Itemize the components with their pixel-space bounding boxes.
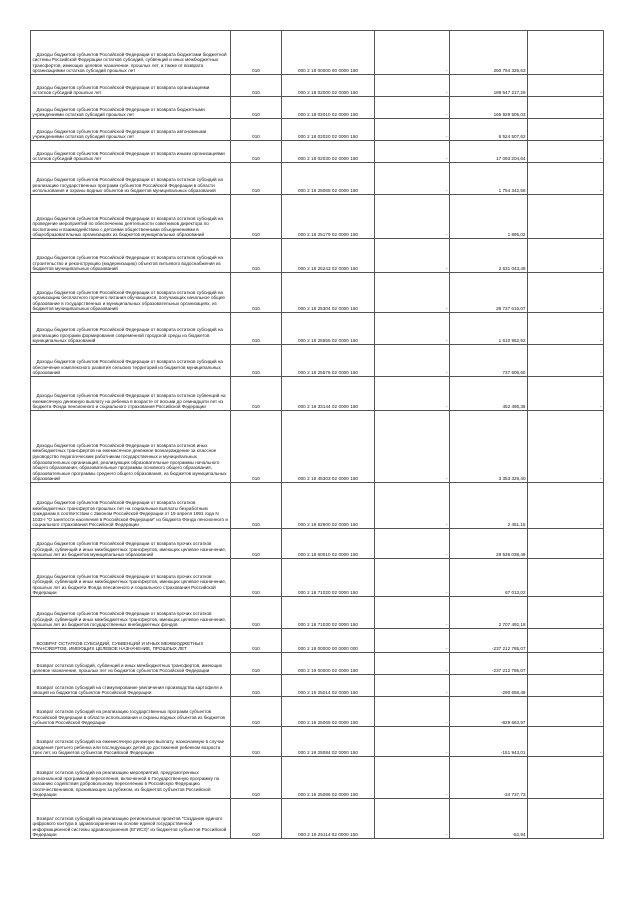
income-name: Доходы бюджетов субъектов Российской Федерации от возврата остатков субсидий на реализацию государственных программ субъектов Российской Федерации в области использования и охраны водных объектов из бюджетов муниципальных образований: [32, 177, 223, 194]
income-name: Доходы бюджетов субъектов Российской Федерации от возврата прочих остатков субсидий, субвенций и иных межбюджетных трансфертов, имеющих целевое назначение, прошлых лет из бюджетов государственных внебюджетных фондов: [32, 611, 227, 628]
table-row: [31, 31, 604, 75]
income-name: Доходы бюджетов субъектов Российской Федерации от возврата прочих остатков субсидий, субвенций и иных межбюджетных трансфертов, имеющих целевое назначение, прошлых лет из бюджета Фонда пенсионного и социального страхования Российской Федерации: [32, 573, 227, 596]
budget-classification-code-cell: 000 2 19 00000 02 0000 150: [282, 653, 375, 675]
line-code-cell: 010: [231, 239, 282, 273]
table-row: [31, 195, 604, 239]
executed-amount-cell: 28 727 616,07: [450, 273, 528, 313]
unexecuted-amount-cell: -: [528, 377, 604, 411]
budget-classification-code-cell: 000 2 18 52900 02 0000 150: [282, 483, 375, 529]
unexecuted-amount-cell: -: [528, 411, 604, 483]
line-code-cell: 010: [231, 653, 282, 675]
income-name-cell: [31, 141, 231, 163]
budget-classification-code-cell: 000 2 18 71030 02 0000 150: [282, 597, 375, 629]
line-code-cell: 010: [231, 559, 282, 597]
executed-amount-cell: 737 606,60: [450, 345, 528, 377]
line-code-cell: 010: [231, 97, 282, 119]
unexecuted-amount-cell: -: [528, 75, 604, 97]
budget-classification-code-cell: 000 2 18 60010 02 0000 150: [282, 529, 375, 559]
executed-amount-cell: 6 524 507,62: [450, 119, 528, 141]
table-body: [31, 31, 604, 839]
approved-amount-cell: -: [375, 119, 450, 141]
approved-amount-cell: -: [375, 629, 450, 653]
budget-classification-code-cell: 000 2 18 71020 02 0000 150: [282, 559, 375, 597]
executed-amount-cell: 17 093 204,64: [450, 141, 528, 163]
unexecuted-amount-cell: -: [528, 559, 604, 597]
table-row: [31, 75, 604, 97]
income-name: Доходы бюджетов субъектов Российской Федерации от возврата остатков субсидий на реализацию программ формирования современной городской среды из бюджетов муниципальных образований: [32, 327, 223, 344]
unexecuted-amount-cell: -: [528, 195, 604, 239]
table-row: [31, 97, 604, 119]
income-name-cell: [31, 31, 231, 75]
budget-classification-code-cell: 000 2 18 25243 02 0000 150: [282, 239, 375, 273]
approved-amount-cell: -: [375, 757, 450, 799]
unexecuted-amount-cell: -: [528, 97, 604, 119]
income-name: Возврат остатков субсидий на реализацию мероприятий, предусмотренных региональной программой переселения, включенной в Государственную программу по оказанию содействия добровольному переселению в Российскую Федерацию соотечественников, проживающих за рубежом, из бюджетов субъектов Российской Федерации: [32, 770, 220, 798]
income-name: Возврат остатков субсидий на стимулирование увеличения производства картофеля и овощей из бюджетов субъектов Российской Федерации: [32, 684, 223, 696]
budget-classification-code-cell: 000 2 18 00000 00 0000 150: [282, 31, 375, 75]
income-name: Доходы бюджетов субъектов Российской Федерации от возврата остатков иных межбюджетных трансфертов на ежемесячное денежное вознаграждение за классное руководство педагогическим работникам государственных и муниципальных образовательных организаций, реализующих образовательные программы начального общего образования, образовательные программы основного общего образования, образовательные программы среднего общего образования, из бюджетов муниципальных образований: [32, 442, 227, 482]
budget-classification-code-cell: 000 2 19 00000 00 0000 000: [282, 629, 375, 653]
approved-amount-cell: -: [375, 195, 450, 239]
unexecuted-amount-cell: -: [528, 313, 604, 345]
table-row: [31, 597, 604, 629]
budget-classification-code-cell: 000 2 18 25179 02 0000 150: [282, 195, 375, 239]
income-name-cell: [31, 697, 231, 727]
table-row: [31, 239, 604, 273]
approved-amount-cell: -: [375, 597, 450, 629]
unexecuted-amount-cell: -: [528, 757, 604, 799]
budget-classification-code-cell: 000 2 18 02010 02 0000 150: [282, 97, 375, 119]
line-code-cell: 010: [231, 141, 282, 163]
line-code-cell: 010: [231, 313, 282, 345]
table-row: [31, 273, 604, 313]
line-code-cell: 010: [231, 195, 282, 239]
approved-amount-cell: -: [375, 653, 450, 675]
income-name-cell: [31, 313, 231, 345]
budget-classification-code-cell: 000 2 18 25304 02 0000 150: [282, 273, 375, 313]
income-name-cell: [31, 119, 231, 141]
executed-amount-cell: -52,94: [450, 799, 528, 839]
approved-amount-cell: -: [375, 313, 450, 345]
income-name: Возврат остатков субсидий на реализацию региональных проектов "Создание единого цифрового контура в здравоохранении на основе единой государственной информационной системы здравоохранения (ЕГИСЗ)" из бюджетов субъектов Российской Федерации: [32, 815, 227, 838]
income-name: Доходы бюджетов субъектов Российской Федерации от возврата организациями остатков субсидий прошлых лет: [32, 84, 210, 96]
unexecuted-amount-cell: -: [528, 727, 604, 757]
income-name-cell: [31, 195, 231, 239]
executed-amount-cell: -237 212 785,07: [450, 653, 528, 675]
executed-amount-cell: 2 631 043,48: [450, 239, 528, 273]
executed-amount-cell: 3 353 329,40: [450, 411, 528, 483]
unexecuted-amount-cell: -: [528, 163, 604, 195]
line-code-cell: 010: [231, 483, 282, 529]
unexecuted-amount-cell: -: [528, 799, 604, 839]
income-name-cell: [31, 345, 231, 377]
approved-amount-cell: -: [375, 799, 450, 839]
table-row: [31, 675, 604, 697]
approved-amount-cell: -: [375, 411, 450, 483]
line-code-cell: 010: [231, 529, 282, 559]
executed-amount-cell: -829 663,97: [450, 697, 528, 727]
budget-classification-code-cell: 000 2 18 25576 02 0000 150: [282, 345, 375, 377]
line-code-cell: 010: [231, 163, 282, 195]
table-row: [31, 529, 604, 559]
budget-classification-code-cell: 000 2 18 02020 02 0000 150: [282, 119, 375, 141]
line-code-cell: 010: [231, 757, 282, 799]
executed-amount-cell: 29 536 038,49: [450, 529, 528, 559]
budget-classification-code-cell: 000 2 18 02030 02 0000 150: [282, 141, 375, 163]
executed-amount-cell: 165 929 505,03: [450, 97, 528, 119]
executed-amount-cell: 189 547 217,29: [450, 75, 528, 97]
table-row: [31, 799, 604, 839]
line-code-cell: 010: [231, 345, 282, 377]
table-row: [31, 411, 604, 483]
table-row: [31, 727, 604, 757]
line-code-cell: 010: [231, 799, 282, 839]
budget-classification-code-cell: 000 2 18 02000 02 0000 150: [282, 75, 375, 97]
income-name-cell: [31, 559, 231, 597]
unexecuted-amount-cell: -: [528, 345, 604, 377]
line-code-cell: 010: [231, 119, 282, 141]
table-row: [31, 345, 604, 377]
unexecuted-amount-cell: -: [528, 653, 604, 675]
table-row: [31, 141, 604, 163]
unexecuted-amount-cell: -: [528, 239, 604, 273]
budget-classification-code-cell: 000 2 19 25014 02 0000 150: [282, 675, 375, 697]
approved-amount-cell: -: [375, 31, 450, 75]
table-row: [31, 653, 604, 675]
line-code-cell: 010: [231, 273, 282, 313]
unexecuted-amount-cell: -: [528, 597, 604, 629]
income-name-cell: [31, 483, 231, 529]
executed-amount-cell: 1 754 342,56: [450, 163, 528, 195]
approved-amount-cell: -: [375, 529, 450, 559]
table-row: [31, 697, 604, 727]
income-name: Доходы бюджетов субъектов Российской Федерации от возврата остатков субсидий на проведение мероприятий по обеспечению деятельности советников директора по воспитанию и взаимодействию с детскими общественными объединениями в общеобразовательных организациях из бюджетов муниципальных образований: [32, 215, 223, 238]
income-name-cell: [31, 597, 231, 629]
income-name-cell: [31, 529, 231, 559]
executed-amount-cell: 2 451,15: [450, 483, 528, 529]
income-name: Доходы бюджетов субъектов Российской Федерации от возврата остатков субсидий на обеспечение комплексного развития сельских территорий из бюджетов муниципальных образований: [32, 359, 223, 376]
table-row: [31, 559, 604, 597]
budget-classification-code-cell: 000 2 18 25555 02 0000 150: [282, 313, 375, 345]
unexecuted-amount-cell: -: [528, 697, 604, 727]
executed-amount-cell: 260 764 325,63: [450, 31, 528, 75]
budget-classification-code-cell: 000 2 19 25114 02 0000 150: [282, 799, 375, 839]
executed-amount-cell: 2 707 492,18: [450, 597, 528, 629]
table-row: [31, 119, 604, 141]
executed-amount-cell: -151 943,01: [450, 727, 528, 757]
line-code-cell: 010: [231, 727, 282, 757]
line-code-cell: 010: [231, 675, 282, 697]
approved-amount-cell: -: [375, 141, 450, 163]
income-name: Возврат остатков субсидий на реализацию государственных программ субъектов Российской Федерации в области использования и охраны водных объектов из бюджетов субъектов Российской Федерации: [32, 709, 225, 726]
budget-classification-code-cell: 000 2 18 33144 02 0000 150: [282, 377, 375, 411]
line-code-cell: 010: [231, 597, 282, 629]
income-name: Доходы бюджетов субъектов Российской Федерации от возврата иными организациями остатков субсидий прошлых лет: [32, 150, 225, 162]
approved-amount-cell: -: [375, 675, 450, 697]
income-name-cell: [31, 163, 231, 195]
unexecuted-amount-cell: -: [528, 119, 604, 141]
line-code-cell: 010: [231, 31, 282, 75]
approved-amount-cell: -: [375, 345, 450, 377]
line-code-cell: 010: [231, 75, 282, 97]
executed-amount-cell: 452 495,35: [450, 377, 528, 411]
table-row: [31, 629, 604, 653]
unexecuted-amount-cell: -: [528, 529, 604, 559]
income-report-table: [30, 30, 604, 839]
unexecuted-amount-cell: -: [528, 675, 604, 697]
income-name-cell: [31, 727, 231, 757]
executed-amount-cell: -290 658,49: [450, 675, 528, 697]
table-row: [31, 483, 604, 529]
approved-amount-cell: -: [375, 727, 450, 757]
unexecuted-amount-cell: -: [528, 273, 604, 313]
executed-amount-cell: 67 013,02: [450, 559, 528, 597]
budget-classification-code-cell: 000 2 18 25065 02 0000 150: [282, 163, 375, 195]
income-name: Доходы бюджетов субъектов Российской Федерации от возврата остатков субсидий на организацию бесплатного горячего питания обучающихся, получающих начальное общее образование в государственных и муниципальных образовательных организациях, из бюджетов муниципальных образований: [32, 289, 225, 312]
table-row: [31, 757, 604, 799]
approved-amount-cell: -: [375, 75, 450, 97]
line-code-cell: 010: [231, 411, 282, 483]
budget-classification-code-cell: 000 2 18 45303 02 0000 150: [282, 411, 375, 483]
unexecuted-amount-cell: -: [528, 141, 604, 163]
income-name-cell: [31, 675, 231, 697]
approved-amount-cell: -: [375, 97, 450, 119]
income-name: Доходы бюджетов субъектов Российской Федерации от возврата остатков субвенций на ежемесячную денежную выплату на ребенка в возрасте от восьми до семнадцати лет из бюджета Фонда пенсионного и социального страхования Российской Федерации: [32, 393, 226, 410]
income-name-cell: [31, 757, 231, 799]
income-name-cell: [31, 629, 231, 653]
unexecuted-amount-cell: -: [528, 629, 604, 653]
executed-amount-cell: 1 895,02: [450, 195, 528, 239]
income-name: Возврат остатков субсидий на ежемесячную денежную выплату, назначаемую в случае рождения третьего ребенка или последующих детей до достижения ребенком возраста трех лет, из бюджетов субъектов Российской Федерации: [32, 739, 225, 756]
executed-amount-cell: -34 737,73: [450, 757, 528, 799]
income-name: Доходы бюджетов субъектов Российской Федерации от возврата бюджетными учреждениями остатков субсидий прошлых лет: [32, 106, 205, 118]
income-name-cell: [31, 377, 231, 411]
income-name-cell: [31, 239, 231, 273]
table-row: [31, 377, 604, 411]
unexecuted-amount-cell: -: [528, 483, 604, 529]
line-code-cell: 010: [231, 377, 282, 411]
approved-amount-cell: -: [375, 239, 450, 273]
income-name-cell: [31, 799, 231, 839]
income-name-cell: [31, 411, 231, 483]
table-row: [31, 313, 604, 345]
approved-amount-cell: -: [375, 377, 450, 411]
income-name: ВОЗВРАТ ОСТАТКОВ СУБСИДИЙ, СУБВЕНЦИЙ И ИНЫХ МЕЖБЮДЖЕТНЫХ ТРАНСФЕРТОВ, ИМЕЮЩИХ ЦЕЛЕВОЕ НАЗНАЧЕНИЕ, ПРОШЛЫХ ЛЕТ: [32, 640, 204, 652]
approved-amount-cell: -: [375, 697, 450, 727]
executed-amount-cell: 1 610 962,92: [450, 313, 528, 345]
approved-amount-cell: -: [375, 273, 450, 313]
approved-amount-cell: -: [375, 163, 450, 195]
budget-classification-code-cell: 000 2 19 25086 02 0000 150: [282, 757, 375, 799]
line-code-cell: 010: [231, 629, 282, 653]
table-row: [31, 163, 604, 195]
income-name: Доходы бюджетов субъектов Российской Федерации от возврата остатков межбюджетных трансфертов прошлых лет на социальные выплаты безработным гражданам в соответствии с Законом Российской Федерации от 19 апреля 1991 года N 1032-I "О занятости населения в Российской Федерации" из бюджета Фонда пенсионного и социального страхования Российской Федерации: [32, 500, 228, 528]
income-name-cell: [31, 273, 231, 313]
income-name: Доходы бюджетов субъектов Российской Федерации от возврата прочих остатков субсидий, субвенций и иных межбюджетных трансфертов, имеющих целевое назначение, прошлых лет из бюджетов муниципальных образований: [32, 541, 227, 558]
income-name: Доходы бюджетов субъектов Российской Федерации от возврата остатков субсидий на строительство и реконструкцию (модернизацию) объектов питьевого водоснабжения из бюджетов муниципальных образований: [32, 255, 223, 272]
income-name-cell: [31, 97, 231, 119]
line-code-cell: 010: [231, 697, 282, 727]
budget-classification-code-cell: 000 2 19 25084 02 0000 150: [282, 727, 375, 757]
income-name-cell: [31, 653, 231, 675]
income-name: Возврат остатков субсидий, субвенций и иных межбюджетных трансфертов, имеющих целевое назначение, прошлых лет из бюджетов субъектов Российской Федерации: [32, 662, 223, 674]
approved-amount-cell: -: [375, 559, 450, 597]
approved-amount-cell: -: [375, 483, 450, 529]
budget-classification-code-cell: 000 2 19 25065 02 0000 150: [282, 697, 375, 727]
income-name: Доходы бюджетов субъектов Российской Федерации от возврата бюджетами бюджетной системы Российской Федерации остатков субсидий, субвенций и иных межбюджетных трансфертов, имеющих целевое назначение, прошлых лет, а также от возврата организациями остатков субсидий прошлых лет: [32, 51, 227, 74]
income-name: Доходы бюджетов субъектов Российской Федерации от возврата автономными учреждениями остатков субсидий прошлых лет: [32, 128, 207, 140]
unexecuted-amount-cell: -: [528, 31, 604, 75]
income-name-cell: [31, 75, 231, 97]
executed-amount-cell: -237 212 785,07: [450, 629, 528, 653]
